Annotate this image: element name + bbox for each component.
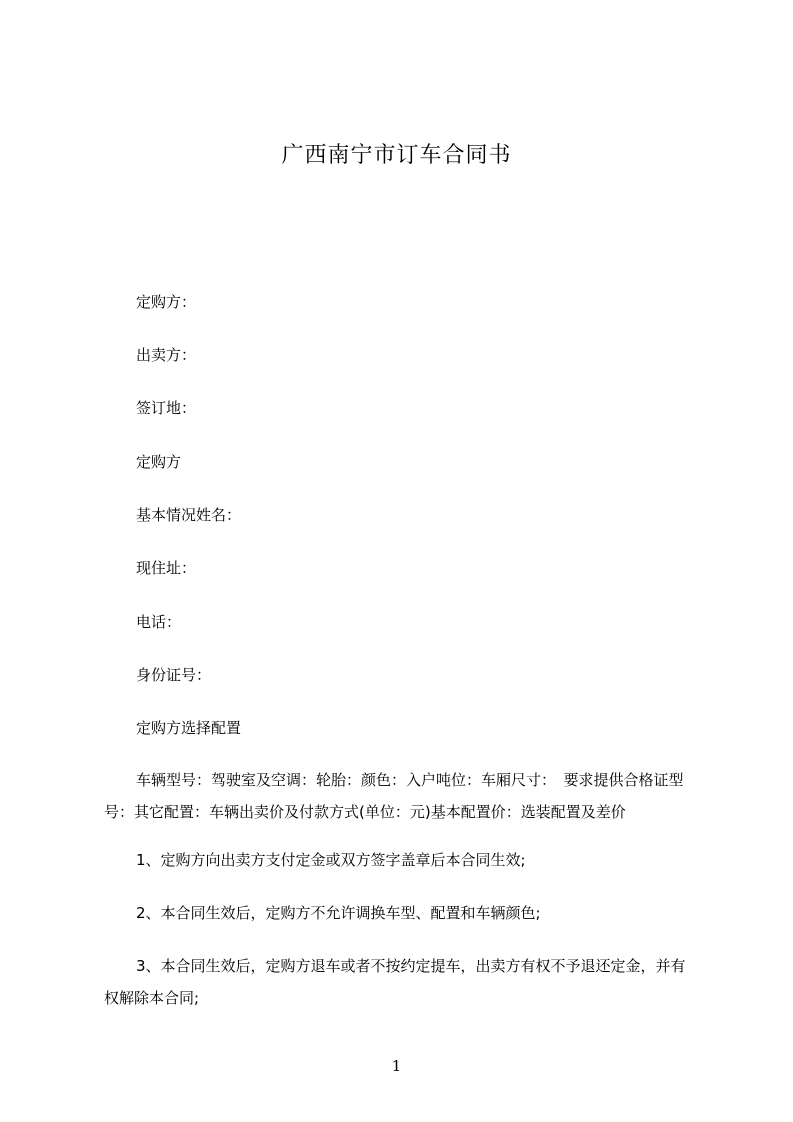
paragraph-clause-2-text: 2、本合同生效后，定购方不允许调换车型、配置和车辆颜色; <box>136 904 541 922</box>
field-config-choice: 定购方选择配置 <box>136 719 242 737</box>
field-buyer-section: 定购方 <box>136 453 182 471</box>
paragraph-clause-3 <box>104 950 696 1014</box>
field-address: 现住址： <box>136 559 197 577</box>
paragraph-clause-3-text: 3、本合同生效后，定购方退车或者不按约定提车，出卖方有权不予退还定金，并有权解除本合同; <box>104 957 686 1007</box>
page-number: 1 <box>391 1057 402 1075</box>
field-id-number: 身份证号： <box>136 666 212 684</box>
document-title: 广西南宁市订车合同书 <box>281 143 512 168</box>
paragraph-vehicle-spec-text: 车辆型号：驾驶室及空调：轮胎：颜色：入户吨位：车厢尺寸： 要求提供合格证型号：其它配置：车辆出卖价及付款方式(单位：元)基本配置价：选装配置及差价 <box>104 771 684 821</box>
paragraph-vehicle-spec <box>104 764 696 828</box>
field-phone: 电话： <box>136 613 182 631</box>
field-signing-place: 签订地： <box>136 399 197 417</box>
paragraph-clause-1 <box>104 844 696 876</box>
paragraph-clause-1-text: 1、定购方向出卖方支付定金或双方签字盖章后本合同生效; <box>136 851 526 869</box>
paragraph-clause-2 <box>104 897 696 929</box>
field-buyer: 定购方： <box>136 293 197 311</box>
field-seller: 出卖方： <box>136 346 197 364</box>
field-buyer-name: 基本情况姓名： <box>136 506 242 524</box>
